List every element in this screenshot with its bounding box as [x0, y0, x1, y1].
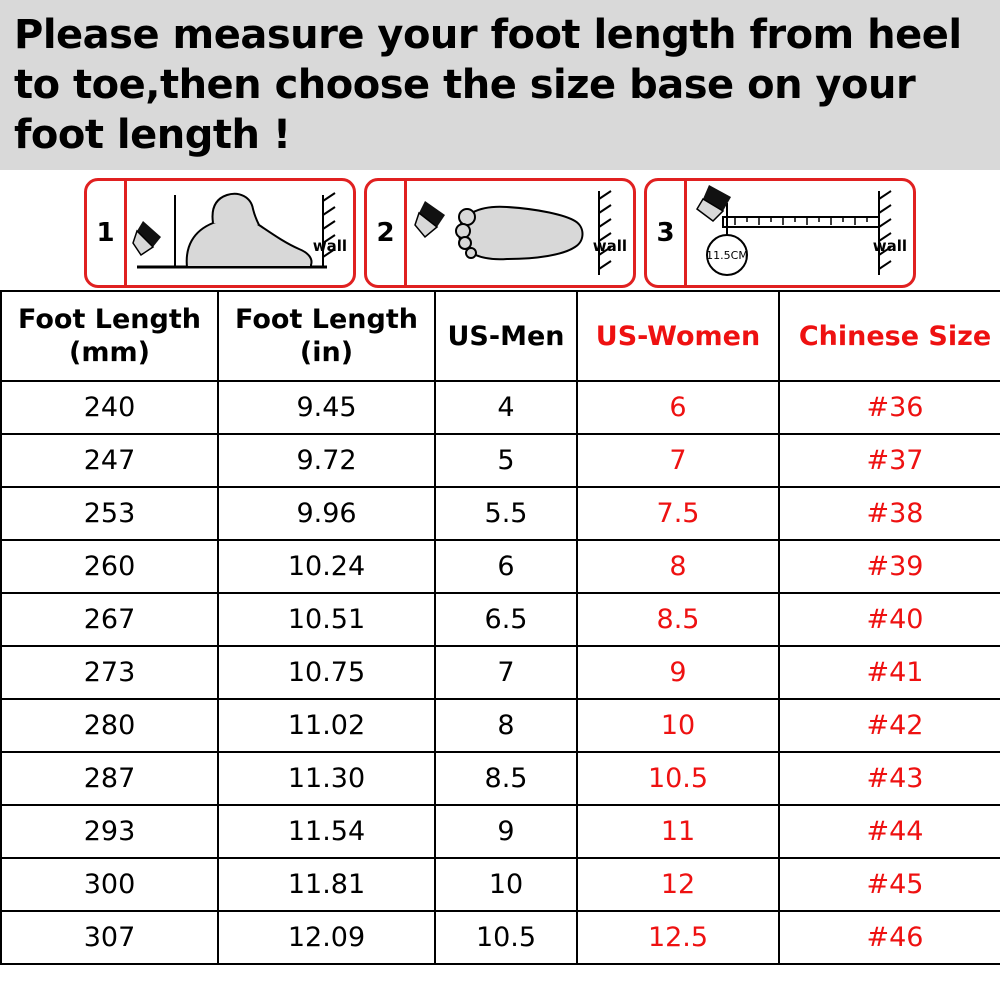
cell-foot-length-mm: 293 [1, 805, 218, 858]
cell-us-women: 7 [577, 434, 779, 487]
table-row [1, 540, 1000, 593]
wall-label-2: wall [592, 237, 627, 255]
cell-foot-length-mm: 267 [1, 593, 218, 646]
header-line-1: US-Men [447, 320, 565, 352]
cell-foot-length-in: 11.02 [218, 699, 435, 752]
cell-us-men: 6 [435, 540, 577, 593]
cell-foot-length-in: 10.51 [218, 593, 435, 646]
cell-foot-length-in: 11.54 [218, 805, 435, 858]
wall-label-1: wall [312, 237, 347, 255]
step-number-3: 3 [647, 181, 687, 285]
cell-chinese-size: #42 [779, 699, 1000, 752]
cell-chinese-size: #46 [779, 911, 1000, 964]
step-card-2 [364, 178, 636, 288]
size-table [0, 290, 1000, 965]
cell-us-women: 12.5 [577, 911, 779, 964]
cell-foot-length-mm: 240 [1, 381, 218, 434]
cell-foot-length-in: 11.81 [218, 858, 435, 911]
cell-chinese-size: #41 [779, 646, 1000, 699]
cell-us-men: 6.5 [435, 593, 577, 646]
table-row [1, 699, 1000, 752]
cell-chinese-size: #36 [779, 381, 1000, 434]
instruction-banner [0, 0, 1000, 170]
cell-foot-length-in: 10.75 [218, 646, 435, 699]
cell-chinese-size: #43 [779, 752, 1000, 805]
ruler-measure-icon [687, 181, 916, 285]
header-line-1: Foot Length [235, 304, 418, 335]
column-header-chinese-size [779, 291, 1000, 381]
size-table-body [1, 381, 1000, 964]
cell-us-men: 5.5 [435, 487, 577, 540]
cell-foot-length-mm: 247 [1, 434, 218, 487]
table-row [1, 911, 1000, 964]
header-line-2: (in) [299, 337, 354, 368]
cell-foot-length-mm: 260 [1, 540, 218, 593]
step-card-1 [84, 178, 356, 288]
cell-chinese-size: #37 [779, 434, 1000, 487]
cell-chinese-size: #39 [779, 540, 1000, 593]
cell-foot-length-mm: 307 [1, 911, 218, 964]
cell-us-men: 8.5 [435, 752, 577, 805]
cell-foot-length-in: 9.72 [218, 434, 435, 487]
cell-foot-length-mm: 273 [1, 646, 218, 699]
cell-us-women: 6 [577, 381, 779, 434]
cell-us-men: 4 [435, 381, 577, 434]
cell-chinese-size: #45 [779, 858, 1000, 911]
foot-side-view-icon [127, 181, 356, 285]
cell-us-women: 12 [577, 858, 779, 911]
cell-us-women: 8.5 [577, 593, 779, 646]
cell-chinese-size: #40 [779, 593, 1000, 646]
header-line-2: (mm) [69, 337, 150, 368]
cell-foot-length-mm: 280 [1, 699, 218, 752]
cell-foot-length-mm: 253 [1, 487, 218, 540]
cell-foot-length-in: 9.45 [218, 381, 435, 434]
cell-us-men: 9 [435, 805, 577, 858]
svg-text:11.5CM: 11.5CM [706, 249, 748, 262]
table-row [1, 805, 1000, 858]
header-line-1: Chinese Size [798, 320, 992, 352]
cell-us-women: 10 [577, 699, 779, 752]
step-number-1: 1 [87, 181, 127, 285]
measurement-steps [0, 170, 1000, 290]
header-line-1: Foot Length [18, 304, 201, 335]
cell-foot-length-mm: 300 [1, 858, 218, 911]
cell-us-women: 11 [577, 805, 779, 858]
cell-us-men: 7 [435, 646, 577, 699]
column-header-us-men [435, 291, 577, 381]
cell-us-men: 10.5 [435, 911, 577, 964]
cell-chinese-size: #44 [779, 805, 1000, 858]
size-table-head [1, 291, 1000, 381]
table-row [1, 858, 1000, 911]
cell-foot-length-in: 12.09 [218, 911, 435, 964]
cell-us-women: 8 [577, 540, 779, 593]
table-row [1, 646, 1000, 699]
cell-us-women: 9 [577, 646, 779, 699]
table-row [1, 487, 1000, 540]
cell-foot-length-in: 11.30 [218, 752, 435, 805]
cell-us-men: 10 [435, 858, 577, 911]
step-card-3 [644, 178, 916, 288]
cell-foot-length-in: 10.24 [218, 540, 435, 593]
cell-foot-length-mm: 287 [1, 752, 218, 805]
cell-us-women: 10.5 [577, 752, 779, 805]
cell-us-men: 8 [435, 699, 577, 752]
cell-chinese-size: #38 [779, 487, 1000, 540]
cell-us-men: 5 [435, 434, 577, 487]
column-header-us-women [577, 291, 779, 381]
column-header-foot-length-in [218, 291, 435, 381]
instruction-text: Please measure your foot length from heel to toe,then choose the size base on your foot length ! [14, 12, 976, 158]
header-line-1: US-Women [595, 320, 761, 352]
table-row [1, 381, 1000, 434]
step-number-2: 2 [367, 181, 407, 285]
table-row [1, 752, 1000, 805]
wall-label-3: wall [872, 237, 907, 255]
table-row [1, 434, 1000, 487]
cell-us-women: 7.5 [577, 487, 779, 540]
foot-top-view-icon [407, 181, 636, 285]
table-row [1, 593, 1000, 646]
table-header-row [1, 291, 1000, 381]
column-header-foot-length-mm [1, 291, 218, 381]
cell-foot-length-in: 9.96 [218, 487, 435, 540]
